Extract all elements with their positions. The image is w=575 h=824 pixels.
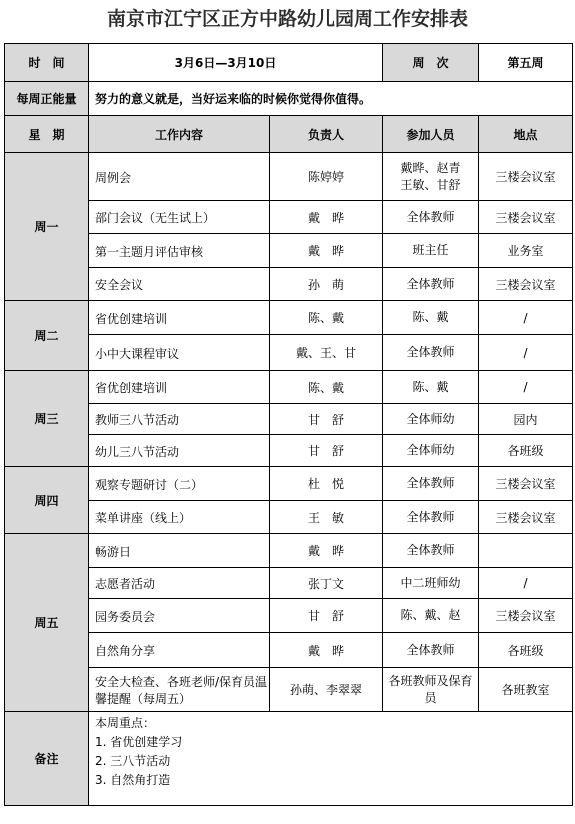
col-place: 地点 — [479, 116, 573, 153]
place: 各班教室 — [479, 668, 573, 712]
work-content: 安全大检查、各班老师/保育员温馨提醒（每周五） — [89, 668, 270, 712]
table-row — [5, 301, 573, 335]
col-day: 星 期 — [5, 116, 89, 153]
schedule-table — [4, 43, 573, 806]
place: 各班级 — [479, 633, 573, 668]
participant-line: 戴晔、赵青 — [400, 160, 461, 175]
motto-text: 努力的意义就是，当好运来临的时候你觉得你值得。 — [89, 82, 573, 116]
participants — [383, 534, 479, 568]
work-content: 菜单讲座（线上） — [89, 501, 270, 534]
place — [479, 534, 573, 568]
participants — [383, 335, 479, 371]
owner: 陈、戴 — [270, 371, 383, 404]
motto-label: 每周正能量 — [5, 82, 89, 116]
owner: 甘 舒 — [270, 404, 383, 435]
work-content: 小中大课程审议 — [89, 335, 270, 371]
participants — [383, 633, 479, 668]
owner: 戴 晔 — [270, 633, 383, 668]
participant-line: 全体师幼 — [406, 443, 455, 457]
owner: 杜 悦 — [270, 467, 383, 501]
table-row — [5, 371, 573, 404]
table-row — [5, 568, 573, 599]
participants — [383, 153, 479, 201]
day-label: 周二 — [5, 301, 89, 371]
motto-row — [5, 82, 573, 116]
place: 三楼会议室 — [479, 501, 573, 534]
place: / — [479, 301, 573, 335]
owner: 张丁文 — [270, 568, 383, 599]
owner: 孙 萌 — [270, 268, 383, 301]
table-row — [5, 404, 573, 435]
work-content: 第一主题月评估审核 — [89, 234, 270, 268]
participants — [383, 201, 479, 234]
work-content: 省优创建培训 — [89, 371, 270, 404]
participants — [383, 467, 479, 501]
place: 三楼会议室 — [479, 268, 573, 301]
work-content: 安全会议 — [89, 268, 270, 301]
owner: 陈婷婷 — [270, 153, 383, 201]
participant-line: 全体师幼 — [406, 411, 455, 426]
owner: 戴 晔 — [270, 234, 383, 268]
table-row — [5, 234, 573, 268]
participant-line: 班主任 — [412, 243, 449, 257]
day-label: 周五 — [5, 534, 89, 712]
table-row — [5, 467, 573, 501]
place: / — [479, 335, 573, 371]
work-content: 部门会议（无生试上） — [89, 201, 270, 234]
participant-line: 全体教师 — [406, 476, 455, 490]
participants — [383, 568, 479, 599]
remarks-label: 备注 — [5, 712, 89, 806]
col-content: 工作内容 — [89, 116, 270, 153]
owner: 孙萌、李翠翠 — [270, 668, 383, 712]
participants — [383, 404, 479, 435]
work-content: 自然角分享 — [89, 633, 270, 668]
participant-line: 陈、戴 — [412, 310, 449, 324]
remarks-line: 3. 自然角打造 — [95, 773, 171, 787]
table-row — [5, 534, 573, 568]
place: 园内 — [479, 404, 573, 435]
place: 业务室 — [479, 234, 573, 268]
participant-line: 王敏、甘舒 — [400, 177, 461, 192]
participants — [383, 234, 479, 268]
table-row — [5, 201, 573, 234]
work-content: 志愿者活动 — [89, 568, 270, 599]
participant-line: 全体教师 — [406, 276, 455, 291]
week-value: 第五周 — [479, 44, 573, 82]
day-label: 周四 — [5, 467, 89, 534]
table-row — [5, 668, 573, 712]
place: / — [479, 568, 573, 599]
participants — [383, 268, 479, 301]
participant-line: 陈、戴、赵 — [400, 608, 461, 622]
work-content: 幼儿三八节活动 — [89, 435, 270, 467]
place: 三楼会议室 — [479, 153, 573, 201]
work-content: 畅游日 — [89, 534, 270, 568]
col-owner: 负责人 — [270, 116, 383, 153]
day-label: 周三 — [5, 371, 89, 467]
participant-line: 全体教师 — [406, 543, 455, 557]
participants — [383, 599, 479, 633]
table-row — [5, 335, 573, 371]
time-label: 时 间 — [5, 44, 89, 82]
date-range: 3月6日—3月10日 — [89, 44, 383, 82]
participants — [383, 668, 479, 712]
work-content: 观察专题研讨（二） — [89, 467, 270, 501]
table-row — [5, 633, 573, 668]
owner: 戴 晔 — [270, 534, 383, 568]
page-title: 南京市江宁区正方中路幼儿园周工作安排表 — [106, 8, 468, 30]
place: 三楼会议室 — [479, 599, 573, 633]
participant-line: 全体教师 — [406, 345, 455, 359]
participant-line: 全体教师 — [406, 642, 455, 657]
work-content: 周例会 — [89, 153, 270, 201]
place: / — [479, 371, 573, 404]
participants — [383, 371, 479, 404]
remarks-line: 1. 省优创建学习 — [95, 735, 183, 749]
owner: 王 敏 — [270, 501, 383, 534]
owner: 甘 舒 — [270, 599, 383, 633]
col-participants: 参加人员 — [383, 116, 479, 153]
participant-line: 各班教师及保育员 — [388, 673, 473, 705]
participant-line: 全体教师 — [406, 509, 455, 524]
work-content: 园务委员会 — [89, 599, 270, 633]
remarks-line: 2. 三八节活动 — [95, 754, 171, 768]
remarks-line: 本周重点： — [95, 716, 156, 730]
owner: 戴 晔 — [270, 201, 383, 234]
participants — [383, 301, 479, 335]
participant-line: 陈、戴 — [412, 379, 449, 394]
day-label: 周一 — [5, 153, 89, 301]
owner: 戴、王、甘 — [270, 335, 383, 371]
table-row — [5, 501, 573, 534]
table-row — [5, 268, 573, 301]
header-row — [5, 44, 573, 82]
table-row — [5, 599, 573, 633]
place: 三楼会议室 — [479, 467, 573, 501]
week-label: 周 次 — [383, 44, 479, 82]
remarks-content — [89, 712, 573, 806]
participant-line: 中二班师幼 — [400, 575, 461, 590]
table-row — [5, 435, 573, 467]
work-content: 省优创建培训 — [89, 301, 270, 335]
place: 各班级 — [479, 435, 573, 467]
work-content: 教师三八节活动 — [89, 404, 270, 435]
owner: 陈、戴 — [270, 301, 383, 335]
participants — [383, 501, 479, 534]
table-row — [5, 153, 573, 201]
participants — [383, 435, 479, 467]
column-header-row — [5, 116, 573, 153]
owner: 甘 舒 — [270, 435, 383, 467]
participant-line: 全体教师 — [406, 209, 455, 224]
place: 三楼会议室 — [479, 201, 573, 234]
remarks-row — [5, 712, 573, 806]
